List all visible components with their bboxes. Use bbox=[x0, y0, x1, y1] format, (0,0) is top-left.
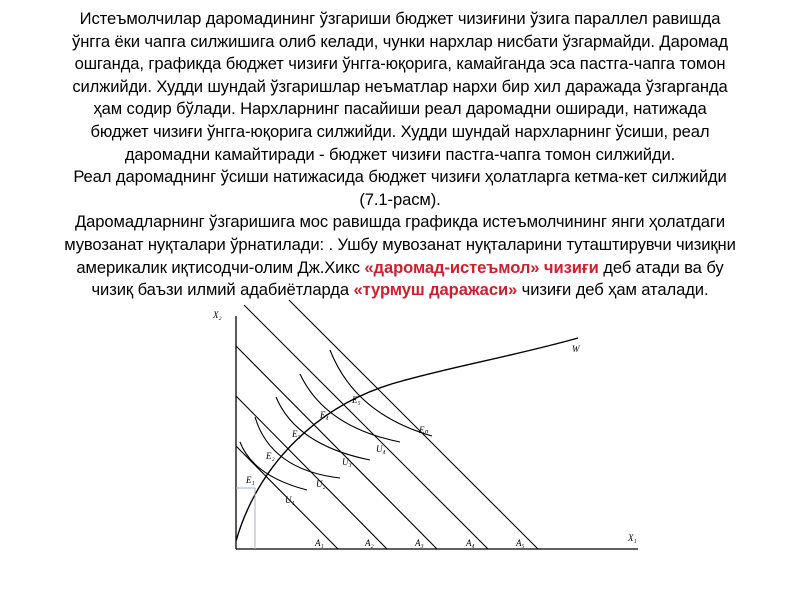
highlight-living-standard: «турмуш даражаси» bbox=[353, 280, 518, 300]
budget-line-4 bbox=[244, 305, 488, 549]
budget-label-a3: A₃ bbox=[415, 538, 424, 548]
equilibrium-label-e2: E₂ bbox=[266, 451, 275, 461]
text-segment: америкалик иқтисодчи-олим Дж.Хикс bbox=[76, 257, 365, 277]
text-segment: деб атади ва бу bbox=[598, 257, 724, 277]
text-line: даромадни камайтиради - бюджет чизиғи пастга-чапга томон силжийди. bbox=[124, 144, 676, 164]
text-segment: чизиқ баъзи илмий адабиётларда bbox=[91, 280, 354, 300]
indifference-label-u4: U₄ bbox=[376, 444, 386, 454]
text-line: (7.1-расм). bbox=[359, 189, 441, 209]
y-axis-label: X₂ bbox=[213, 310, 222, 320]
income-consumption-curve bbox=[236, 338, 578, 541]
indifference-label-en: Eₙ bbox=[419, 425, 429, 435]
text-line: бюджет чизиғи ўнгга-юқорига силжийди. Худди шундай нархларнинг ўсиши, реал bbox=[90, 121, 710, 141]
indifference-curve-2 bbox=[255, 417, 340, 478]
equilibrium-label-e3: E₃ bbox=[292, 429, 301, 439]
budget-label-a1: A₁ bbox=[315, 538, 324, 548]
indifference-label-u2: U₂ bbox=[316, 479, 326, 489]
text-line: силжийди. Худди шундай ўзгаришлар неъматлар нархи бир хил даражада ўзгарганда bbox=[72, 76, 728, 96]
highlight-income-consumption: «даромад-истеъмол» чизиғи bbox=[364, 257, 599, 277]
budget-label-a4: A₄ bbox=[466, 538, 475, 548]
text-line: мувозанат нуқталари ўрнатилади: . Ушбу мувозанат нуқталарини туташтирувчи чизиқни bbox=[64, 234, 736, 254]
indifference-label-u3: U₃ bbox=[342, 457, 352, 467]
equilibrium-label-e4: E₄ bbox=[320, 410, 329, 420]
text-line: Истеъмолчилар даромадининг ўзгариши бюджет чизиғини ўзига параллел равишда bbox=[79, 9, 721, 28]
budget-line-5 bbox=[289, 300, 538, 549]
budget-label-a2: A₂ bbox=[365, 538, 374, 548]
text-segment: чизиғи деб ҳам аталади. bbox=[517, 280, 709, 300]
indifference-curve-5 bbox=[330, 350, 432, 436]
x-axis-label: X₁ bbox=[628, 533, 637, 543]
budget-line-3 bbox=[236, 346, 437, 549]
indifference-label-u1: U₁ bbox=[285, 495, 295, 505]
curve-label-w: W bbox=[572, 344, 580, 354]
equilibrium-label-e5: E₅ bbox=[352, 395, 361, 405]
budget-label-a5: A₅ bbox=[516, 538, 525, 548]
text-line: ўнгга ёки чапга силжишига олиб келади, чунки нархлар нисбати ўзгармайди. Даромад bbox=[72, 31, 728, 51]
text-line: ҳам содир бўлади. Нархларнинг пасайиши реал даромадни оширади, натижада bbox=[93, 99, 707, 119]
text-line: Реал даромаднинг ўсиши натижасида бюджет чизиғи ҳолатларга кетма-кет силжийди bbox=[73, 167, 727, 187]
text-line: Даромадларнинг ўзгаришига мос равишда графикда истеъмолчининг янги ҳолатдаги bbox=[74, 212, 726, 232]
equilibrium-label-e1: E₁ bbox=[246, 475, 255, 485]
text-line: ошганда, графикда бюджет чизиғи ўнгга-юқорига, камайганда эса пастга-чапга томон bbox=[74, 54, 726, 74]
